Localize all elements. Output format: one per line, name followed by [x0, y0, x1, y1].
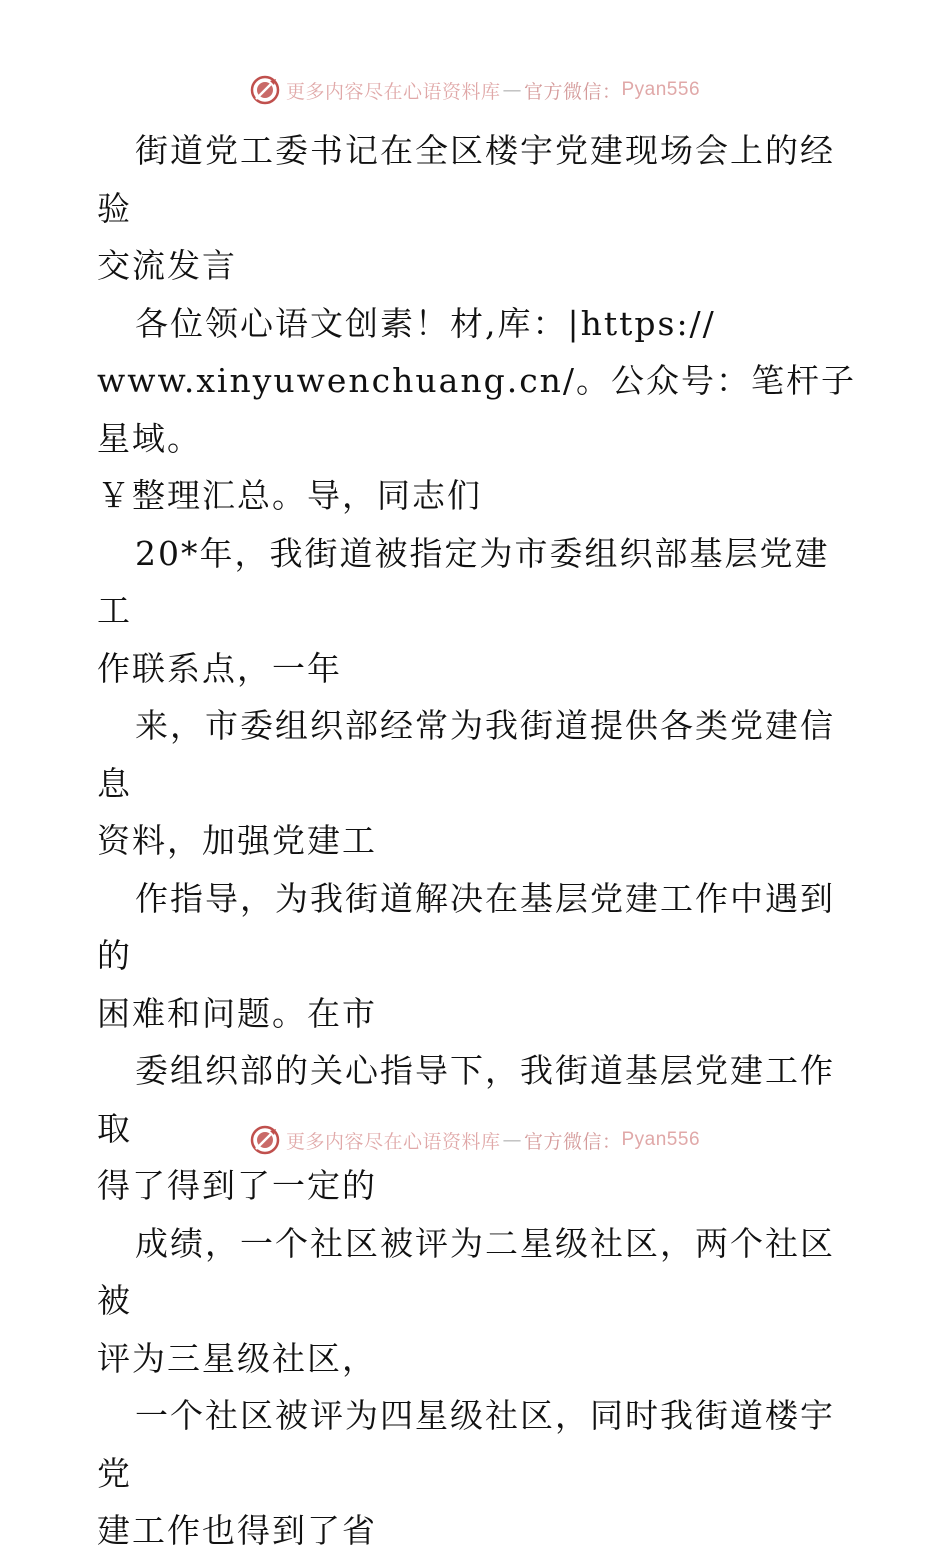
body-line: 20*年，我街道被指定为市委组织部基层党建工 — [97, 533, 830, 630]
body-line: www.xinyuwenchuang.cn/。公众号：笔杆子星域。 — [97, 361, 857, 458]
footer-banner — [0, 1120, 950, 1160]
banner-dash: — — [502, 1129, 522, 1151]
body-line: 得了得到了一定的 — [97, 1166, 377, 1205]
banner-official-label: 官方微信： — [523, 80, 622, 103]
banner-official-label: 官方微信： — [523, 1130, 622, 1153]
banner-wechat-id: Pyan556 — [621, 79, 701, 100]
brush-seal-icon — [250, 75, 280, 105]
banner-wechat-id: Pyan556 — [621, 1129, 701, 1150]
body-line: 各位领心语文创素！材,库：|https:// — [135, 303, 716, 343]
body-line: ￥整理汇总。导，同志们 — [97, 476, 482, 515]
header-banner — [0, 70, 950, 110]
paragraph-5 — [97, 1215, 857, 1388]
body-line: 建工作也得到了省 — [97, 1511, 377, 1550]
body-line: 交流发言 — [97, 246, 237, 285]
paragraph-2 — [97, 697, 857, 870]
body-line: 资料，加强党建工 — [97, 821, 377, 860]
body-line: 街道党工委书记在全区楼宇党建现场会上的经验 — [97, 131, 835, 228]
banner-dash: — — [502, 79, 522, 101]
paragraph-6 — [97, 1387, 857, 1560]
paragraph-3 — [97, 870, 857, 1043]
paragraph-1 — [97, 525, 857, 698]
paragraph-title — [97, 122, 857, 295]
body-line: 委组织部的关心指导下，我街道基层党建工作取 — [97, 1051, 835, 1148]
document-body — [97, 122, 857, 1560]
body-line: 来，市委组织部经常为我街道提供各类党建信息 — [97, 706, 835, 803]
brush-seal-icon — [250, 1125, 280, 1155]
body-line: 成绩，一个社区被评为二星级社区，两个社区被 — [97, 1223, 835, 1320]
banner-main-text: 更多内容尽在心语资料库 — [285, 1130, 501, 1153]
paragraph-greeting — [97, 295, 857, 525]
banner-main-text: 更多内容尽在心语资料库 — [285, 80, 501, 103]
body-line: 困难和问题。在市 — [97, 993, 377, 1033]
body-line: 作联系点，一年 — [97, 648, 342, 688]
body-line: 作指导，为我街道解决在基层党建工作中遇到的 — [97, 878, 835, 975]
body-line: 一个社区被评为四星级社区，同时我街道楼宇党 — [97, 1396, 835, 1493]
body-line: 评为三星级社区， — [97, 1338, 377, 1378]
